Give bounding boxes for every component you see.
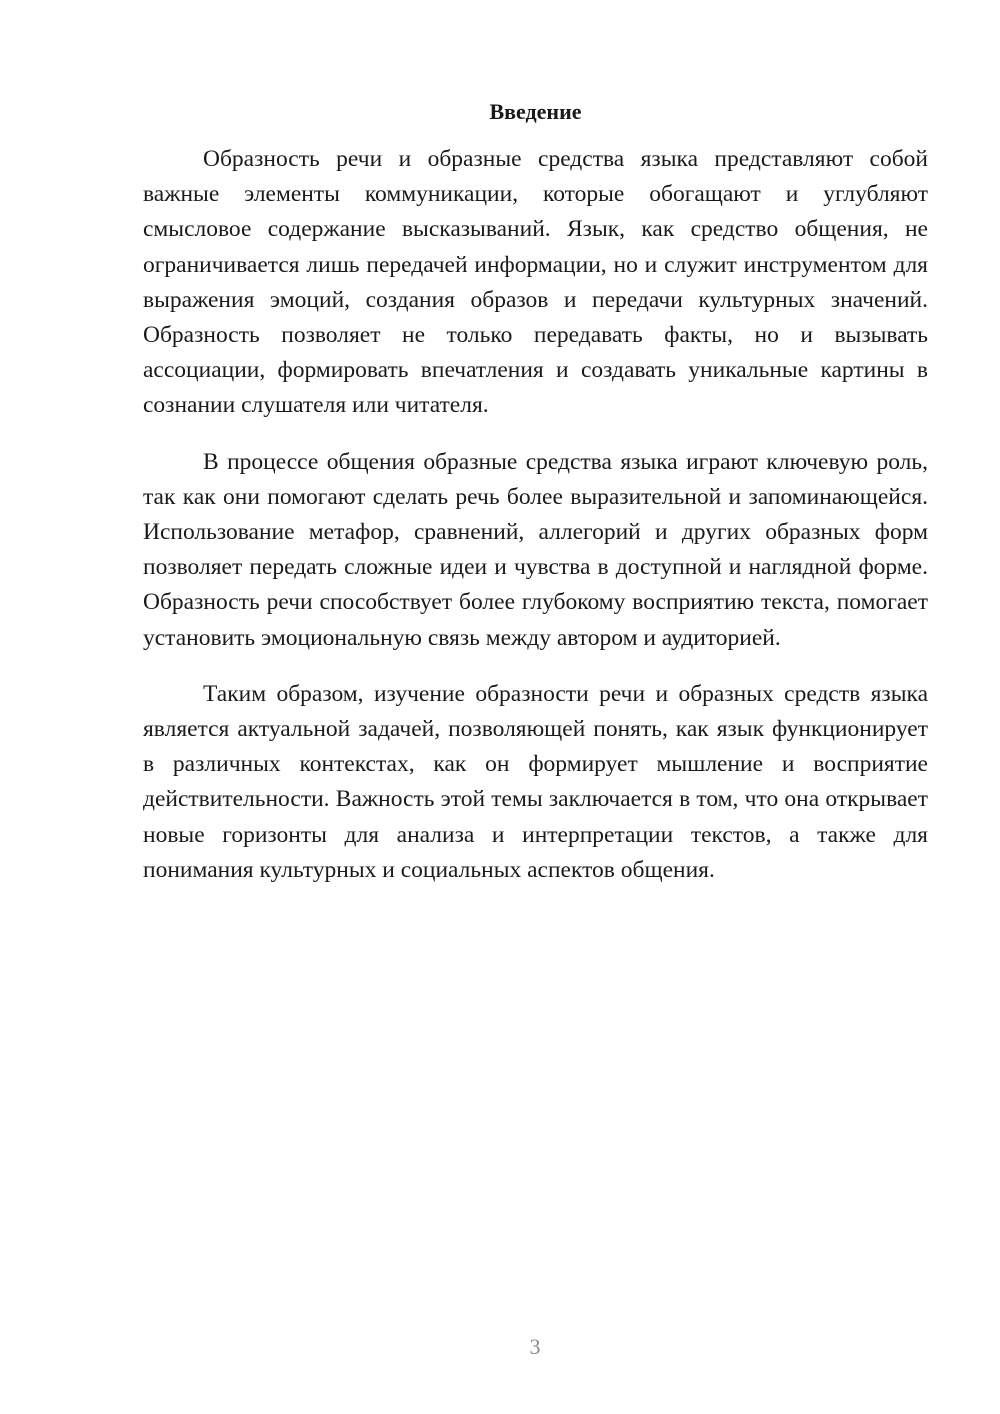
paragraph-3: Таким образом, изучение образности речи и образных средств языка является актуальной задачей, позволяющей понять, как язык функционирует в различных контекстах, как он формирует мышление и восприятие действительности. Важность этой темы заключается в том, что она открывает новые горизонты для анализа и интерпретации текстов, а также для понимания культурных и социальных аспектов общения.: [143, 680, 928, 883]
body-text: [143, 142, 928, 909]
paragraph-1: Образность речи и образные средства языка представляют собой важные элементы коммуникации, которые обогащают и углубляют смысловое содержание высказываний. Язык, как средство общения, не ограничивается лишь передачей информации, но и служит инструментом для выражения эмоций, создания образов и передачи культурных значений. Образность позволяет не только передавать факты, но и вызывать ассоциации, формировать впечатления и создавать уникальные картины в сознании слушателя или читателя.: [143, 146, 928, 419]
page-number: 3: [529, 1334, 541, 1359]
paragraph-2: В процессе общения образные средства языка играют ключевую роль, так как они помогают сделать речь более выразительной и запоминающейся. Использование метафор, сравнений, аллегорий и других образных форм позволяет передать сложные идеи и чувства в доступной и наглядной форме. Образность речи способствует более глубокому восприятию текста, помогает установить эмоциональную связь между автором и аудиторией.: [143, 448, 928, 651]
page-title: Введение: [489, 99, 582, 124]
